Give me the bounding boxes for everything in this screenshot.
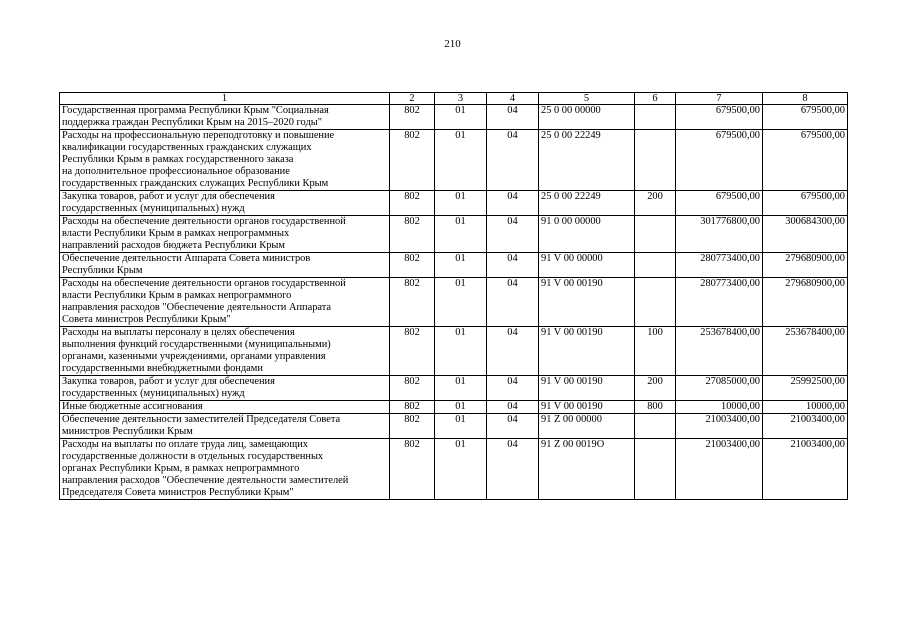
target-article-cell: 91 V 00 00190 xyxy=(539,376,635,401)
expense-type-cell: 100 xyxy=(635,327,676,376)
table-row xyxy=(60,191,848,216)
row-name-cell xyxy=(60,191,390,216)
row-name-cell xyxy=(60,130,390,191)
row-name-line: Расходы на обеспечение деятельности органов государственной xyxy=(62,278,346,289)
section-code-cell: 01 xyxy=(435,327,487,376)
amount-year1-cell: 679500,00 xyxy=(676,130,763,191)
row-name-line: Закупка товаров, работ и услуг для обеспечения xyxy=(62,376,275,387)
section-code-cell: 01 xyxy=(435,278,487,327)
column-header: 8 xyxy=(763,93,848,105)
ministry-code-cell: 802 xyxy=(390,401,435,414)
row-name-line: государственными внебюджетными фондами xyxy=(62,363,263,374)
section-code-cell: 01 xyxy=(435,216,487,253)
row-name-line: Расходы на профессиональную переподготовку и повышение xyxy=(62,130,335,141)
ministry-code-cell: 802 xyxy=(390,105,435,130)
amount-year2-cell: 21003400,00 xyxy=(763,439,848,500)
subsection-code-cell: 04 xyxy=(487,401,539,414)
column-header: 7 xyxy=(676,93,763,105)
row-name-line: государственных (муниципальных) нужд xyxy=(62,388,245,399)
row-name-line: Государственная программа Республики Крым "Социальная xyxy=(62,105,329,116)
table-row xyxy=(60,439,848,500)
subsection-code-cell: 04 xyxy=(487,130,539,191)
ministry-code-cell: 802 xyxy=(390,253,435,278)
row-name-line: Расходы на выплаты персоналу в целях обеспечения xyxy=(62,327,295,338)
row-name-cell xyxy=(60,253,390,278)
subsection-code-cell: 04 xyxy=(487,253,539,278)
row-name-line: Иные бюджетные ассигнования xyxy=(62,401,203,412)
table-row xyxy=(60,216,848,253)
table-row xyxy=(60,278,848,327)
table-row xyxy=(60,327,848,376)
expense-type-cell: 800 xyxy=(635,401,676,414)
amount-year2-cell: 253678400,00 xyxy=(763,327,848,376)
target-article-cell: 91 V 00 00000 xyxy=(539,253,635,278)
ministry-code-cell: 802 xyxy=(390,327,435,376)
row-name-line: органах Республики Крым, в рамках непрограммного xyxy=(62,463,300,474)
row-name-line: выполнения функций государственными (муниципальными) xyxy=(62,339,331,350)
amount-year1-cell: 301776800,00 xyxy=(676,216,763,253)
section-code-cell: 01 xyxy=(435,105,487,130)
row-name-cell xyxy=(60,327,390,376)
table-row xyxy=(60,253,848,278)
expense-type-cell xyxy=(635,278,676,327)
row-name-cell xyxy=(60,376,390,401)
row-name-line: направлений расходов бюджета Республики Крым xyxy=(62,240,285,251)
ministry-code-cell: 802 xyxy=(390,130,435,191)
amount-year2-cell: 21003400,00 xyxy=(763,414,848,439)
amount-year1-cell: 21003400,00 xyxy=(676,414,763,439)
expense-type-cell xyxy=(635,216,676,253)
target-article-cell: 91 V 00 00190 xyxy=(539,327,635,376)
row-name-line: направления расходов "Обеспечение деятельности заместителей xyxy=(62,475,349,486)
row-name-line: Совета министров Республики Крым" xyxy=(62,314,231,325)
ministry-code-cell: 802 xyxy=(390,414,435,439)
row-name-line: Республики Крым в рамках государственного заказа xyxy=(62,154,294,165)
target-article-cell: 25 0 00 22249 xyxy=(539,130,635,191)
ministry-code-cell: 802 xyxy=(390,191,435,216)
table-row xyxy=(60,414,848,439)
row-name-line: Республики Крым xyxy=(62,265,143,276)
subsection-code-cell: 04 xyxy=(487,105,539,130)
row-name-line: поддержка граждан Республики Крым на 2015–2020 годы" xyxy=(62,117,322,128)
target-article-cell: 25 0 00 00000 xyxy=(539,105,635,130)
page-number: 210 xyxy=(444,38,461,50)
section-code-cell: 01 xyxy=(435,401,487,414)
ministry-code-cell: 802 xyxy=(390,216,435,253)
row-name-line: власти Республики Крым в рамках непрограммного xyxy=(62,290,292,301)
amount-year2-cell: 25992500,00 xyxy=(763,376,848,401)
row-name-cell xyxy=(60,216,390,253)
ministry-code-cell: 802 xyxy=(390,278,435,327)
column-header: 3 xyxy=(435,93,487,105)
ministry-code-cell: 802 xyxy=(390,376,435,401)
expense-type-cell: 200 xyxy=(635,191,676,216)
expense-type-cell xyxy=(635,439,676,500)
section-code-cell: 01 xyxy=(435,439,487,500)
budget-table xyxy=(59,92,848,500)
subsection-code-cell: 04 xyxy=(487,216,539,253)
row-name-line: власти Республики Крым в рамках непрограммных xyxy=(62,228,290,239)
subsection-code-cell: 04 xyxy=(487,191,539,216)
subsection-code-cell: 04 xyxy=(487,327,539,376)
row-name-cell xyxy=(60,414,390,439)
amount-year2-cell: 10000,00 xyxy=(763,401,848,414)
table-row xyxy=(60,130,848,191)
table-row xyxy=(60,105,848,130)
amount-year1-cell: 280773400,00 xyxy=(676,278,763,327)
amount-year2-cell: 279680900,00 xyxy=(763,253,848,278)
amount-year2-cell: 679500,00 xyxy=(763,130,848,191)
row-name-line: Обеспечение деятельности Аппарата Совета министров xyxy=(62,253,311,264)
row-name-line: Закупка товаров, работ и услуг для обеспечения xyxy=(62,191,275,202)
section-code-cell: 01 xyxy=(435,191,487,216)
row-name-line: направления расходов "Обеспечение деятельности Аппарата xyxy=(62,302,332,313)
section-code-cell: 01 xyxy=(435,130,487,191)
expense-type-cell xyxy=(635,105,676,130)
expense-type-cell xyxy=(635,130,676,191)
row-name-line: государственные должности в отдельных государственных xyxy=(62,451,324,462)
expense-type-cell xyxy=(635,253,676,278)
row-name-line: органами, казенными учреждениями, органами управления xyxy=(62,351,326,362)
expense-type-cell: 200 xyxy=(635,376,676,401)
amount-year2-cell: 679500,00 xyxy=(763,191,848,216)
amount-year1-cell: 679500,00 xyxy=(676,191,763,216)
amount-year2-cell: 679500,00 xyxy=(763,105,848,130)
row-name-line: государственных гражданских служащих Республики Крым xyxy=(62,178,329,189)
row-name-line: министров Республики Крым xyxy=(62,426,193,437)
target-article-cell: 91 V 00 00190 xyxy=(539,278,635,327)
target-article-cell: 91 V 00 00190 xyxy=(539,401,635,414)
target-article-cell: 91 0 00 00000 xyxy=(539,216,635,253)
row-name-cell xyxy=(60,401,390,414)
row-name-line: Председателя Совета министров Республики Крым" xyxy=(62,487,294,498)
row-name-cell xyxy=(60,278,390,327)
table-row xyxy=(60,401,848,414)
target-article-cell: 91 Z 00 0019O xyxy=(539,439,635,500)
target-article-cell: 25 0 00 22249 xyxy=(539,191,635,216)
row-name-line: Обеспечение деятельности заместителей Председателя Совета xyxy=(62,414,341,425)
row-name-line: квалификации государственных гражданских служащих xyxy=(62,142,312,153)
table-row xyxy=(60,376,848,401)
amount-year1-cell: 27085000,00 xyxy=(676,376,763,401)
section-code-cell: 01 xyxy=(435,414,487,439)
column-header: 6 xyxy=(635,93,676,105)
column-number-row xyxy=(60,93,848,105)
amount-year1-cell: 253678400,00 xyxy=(676,327,763,376)
amount-year2-cell: 279680900,00 xyxy=(763,278,848,327)
row-name-line: на дополнительное профессиональное образование xyxy=(62,166,290,177)
amount-year1-cell: 21003400,00 xyxy=(676,439,763,500)
amount-year1-cell: 10000,00 xyxy=(676,401,763,414)
amount-year1-cell: 679500,00 xyxy=(676,105,763,130)
amount-year1-cell: 280773400,00 xyxy=(676,253,763,278)
row-name-line: Расходы на выплаты по оплате труда лиц, замещающих xyxy=(62,439,308,450)
subsection-code-cell: 04 xyxy=(487,439,539,500)
section-code-cell: 01 xyxy=(435,253,487,278)
amount-year2-cell: 300684300,00 xyxy=(763,216,848,253)
subsection-code-cell: 04 xyxy=(487,414,539,439)
row-name-line: государственных (муниципальных) нужд xyxy=(62,203,245,214)
column-header: 4 xyxy=(487,93,539,105)
row-name-cell xyxy=(60,105,390,130)
subsection-code-cell: 04 xyxy=(487,376,539,401)
target-article-cell: 91 Z 00 00000 xyxy=(539,414,635,439)
row-name-cell xyxy=(60,439,390,500)
column-header: 1 xyxy=(60,93,390,105)
section-code-cell: 01 xyxy=(435,376,487,401)
subsection-code-cell: 04 xyxy=(487,278,539,327)
column-header: 2 xyxy=(390,93,435,105)
ministry-code-cell: 802 xyxy=(390,439,435,500)
row-name-line: Расходы на обеспечение деятельности органов государственной xyxy=(62,216,346,227)
expense-type-cell xyxy=(635,414,676,439)
column-header: 5 xyxy=(539,93,635,105)
